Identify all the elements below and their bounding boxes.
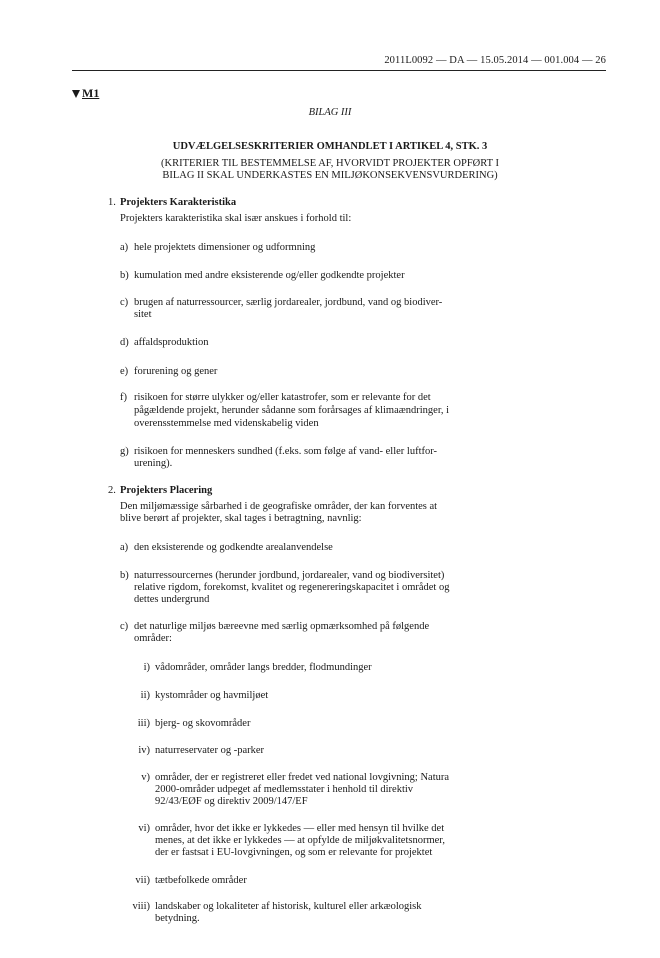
sublist-item-text: kystområder og havmiljøet	[155, 690, 269, 701]
list-item-text: den eksisterende og godkendte arealanvendelse	[134, 542, 333, 553]
section-title: Projekters Placering	[120, 485, 213, 496]
list-item-text: affaldsproduktion	[134, 337, 209, 348]
list-item-label: b)	[120, 570, 129, 581]
sublist-item-text: 92/43/EØF og direktiv 2009/147/EF	[155, 796, 308, 807]
amendment-marker	[72, 86, 99, 101]
list-item-label: c)	[120, 297, 129, 308]
sublist-item-label: viii)	[132, 901, 150, 912]
section-number: 2.	[108, 485, 116, 496]
sublist-item-text: områder, der er registreret eller fredet ved national lovgivning; Natura	[155, 772, 450, 783]
sublist-item-label: v)	[141, 772, 150, 783]
list-item-text: dettes undergrund	[134, 594, 210, 605]
sublist-item-text: tætbefolkede områder	[155, 875, 247, 886]
sublist-item-label: vii)	[135, 875, 150, 886]
list-item-label: d)	[120, 337, 129, 348]
section-number: 1.	[108, 197, 116, 208]
sublist-item-text: menes, at det ikke er lykkedes — at opfylde de miljøkvalitetsnormer,	[155, 835, 445, 846]
sublist-item-text: betydning.	[155, 913, 200, 924]
sublist-item-label: vi)	[138, 823, 150, 834]
list-item-label: a)	[120, 542, 129, 553]
sublist-item-text: bjerg- og skovområder	[155, 718, 251, 729]
list-item-text: det naturlige miljøs bæreevne med særlig opmærksomhed på følgende	[134, 621, 430, 632]
list-item-text: brugen af naturressourcer, særlig jordarealer, jordbund, vand og biodiver-	[134, 297, 443, 308]
sublist-item-text: landskaber og lokaliteter af historisk, kulturel eller arkæologisk	[155, 901, 422, 912]
sublist-item-text: 2000-områder udpeget af medlemsstater i henhold til direktiv	[155, 784, 414, 795]
section-intro: Projekters karakteristika skal især anskues i forhold til:	[120, 213, 352, 224]
list-item-text: kumulation med andre eksisterende og/eller godkendte projekter	[134, 270, 405, 281]
document-reference: 2011L0092 — DA — 15.05.2014 — 001.004 — 26	[384, 55, 606, 66]
section-title: Projekters Karakteristika	[120, 197, 237, 208]
section-intro: blive berørt af projekter, skal tages i betragtning, navnlig:	[120, 513, 362, 524]
list-item-text: overensstemmelse med videnskabelig viden	[134, 418, 319, 429]
list-item-label: e)	[120, 366, 129, 377]
triangle-down-icon	[72, 90, 80, 98]
list-item-label: c)	[120, 621, 129, 632]
list-item-text: pågældende projekt, herunder sådanne som forårsages af klimaændringer, i	[134, 405, 450, 416]
list-item-text: sitet	[134, 309, 152, 320]
annex-subheading-line1: (KRITERIER TIL BESTEMMELSE AF, HVORVIDT PROJEKTER OPFØRT I	[161, 158, 499, 169]
sublist-item-text: vådområder, områder langs bredder, flodmundinger	[155, 662, 372, 673]
annex-subheading-line2: BILAG II SKAL UNDERKASTES EN MILJØKONSEKVENSVURDERING)	[162, 170, 498, 181]
list-item-text: urening).	[134, 458, 173, 469]
annex-heading: UDVÆLGELSESKRITERIER OMHANDLET I ARTIKEL 4, STK. 3	[172, 141, 488, 152]
annex-title: BILAG III	[308, 107, 352, 118]
sublist-item-label: ii)	[140, 690, 150, 701]
sublist-item-label: i)	[143, 662, 150, 673]
section-intro: Den miljømæssige sårbarhed i de geografiske områder, der kan forventes at	[120, 501, 438, 512]
list-item-label: a)	[120, 242, 129, 253]
list-item-label: f)	[120, 392, 127, 403]
list-item-text: risikoen for større ulykker og/eller katastrofer, som er relevante for det	[134, 392, 431, 403]
list-item-text: hele projektets dimensioner og udformning	[134, 242, 316, 253]
list-item-text: områder:	[134, 633, 172, 644]
list-item-text: forurening og gener	[134, 366, 218, 377]
sublist-item-text: der er fastsat i EU-lovgivningen, og som er relevante for projektet	[155, 847, 433, 858]
sublist-item-text: naturreservater og -parker	[155, 745, 265, 756]
sublist-item-label: iv)	[138, 745, 150, 756]
sublist-item-label: iii)	[137, 718, 150, 729]
sublist-item-text: områder, hvor det ikke er lykkedes — eller med hensyn til hvilke det	[155, 823, 445, 834]
amendment-code: M1	[82, 86, 100, 100]
list-item-label: b)	[120, 270, 129, 281]
header-rule	[72, 70, 606, 71]
list-item-label: g)	[120, 446, 129, 457]
list-item-text: naturressourcernes (herunder jordbund, jordarealer, vand og biodiversitet)	[134, 570, 445, 581]
list-item-text: relative rigdom, forekomst, kvalitet og regenereringskapacitet i området og	[134, 582, 450, 593]
list-item-text: risikoen for menneskers sundhed (f.eks. som følge af vand- eller luftfor-	[134, 446, 438, 457]
